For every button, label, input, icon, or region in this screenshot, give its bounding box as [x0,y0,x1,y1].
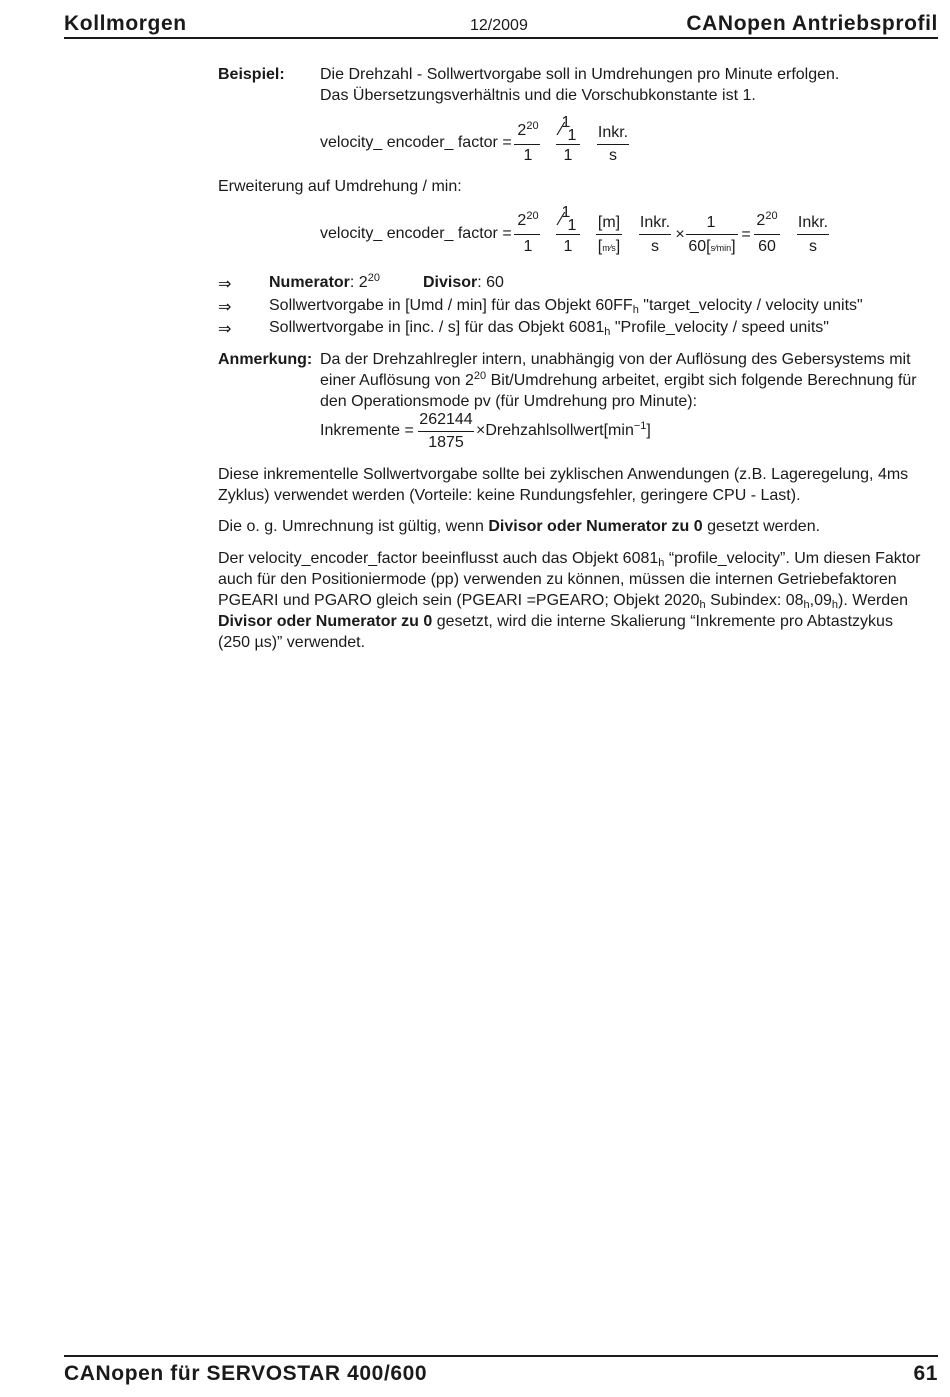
example-line-2: Das Übersetzungsverhältnis und die Vorschubkonstante ist 1. [320,87,756,104]
para-3-line-3: PGEARI und PGARO gleich sein (PGEARI =PGEARO; Objekt $2020_h$ Subindex: $08_h,09_h$). Werden [218,592,908,611]
para-3-line-1: Der velocity_encoder_factor beeinflusst auch das Objekt $6081_h$ “profile_velocity”. Um diesen Faktor [218,550,921,569]
bullet-3: Sollwertvorgabe in [inc. / s] für das Objekt $6081_h$ "Profile_velocity / speed units" [269,319,829,338]
formula-2-f7-num: Inkr. [797,214,829,231]
formula-2-f1-num: $2^{20}$ [517,210,539,229]
extension-label: Erweiterung auf Umdrehung / min: [218,178,462,195]
formula-2-f2-top: 1 [561,204,571,221]
formula-1-f2-slash: ⁄ [560,119,564,139]
formula-2-f6-bar [754,234,780,235]
formula-1-f3-den: s [609,147,617,164]
formula-2-f2-bar [556,234,580,235]
formula-1-f2-bot: 1 [567,127,577,144]
formula-2-f3-bar [596,234,622,235]
header-title: CANopen Antriebsprofil [686,12,938,35]
formula-2-f1-bar [514,234,540,235]
arrow-icon: ⇒ [218,299,232,316]
formula-1-lhs: velocity_ encoder_ factor = [320,134,512,151]
formula-2-f2-slash: ⁄ [560,209,564,229]
formula-1-f3-bar [597,144,629,145]
header-rule [64,37,938,39]
formula-1-f2-bar [556,144,580,145]
formula-2-f1-den: 1 [523,238,533,255]
formula-1-f3-num: Inkr. [597,124,629,141]
formula-2-f4-num: Inkr. [639,214,671,231]
formula-2-f5-num: 1 [706,214,716,231]
footer-title: CANopen für SERVOSTAR 400/600 [64,1362,428,1385]
bullet-1-divisor: Divisor: 60 [423,274,504,291]
header-date: 12/2009 [470,17,528,34]
formula-1-f1-bar [514,144,540,145]
bullet-2: Sollwertvorgabe in [Umd / min] für das Objekt $60FF_h$ "target_velocity / velocity units" [269,297,863,316]
formula-2-f6-den: 60 [758,238,776,255]
para-1-line-1: Diese inkrementelle Sollwertvorgabe sollte bei zyklischen Anwendungen (z.B. Lageregelung, 4ms [218,466,909,483]
formula-2-f3-den: [m⁄s] [597,238,621,255]
formula-2-f5-den: 60[s⁄min] [688,238,736,255]
formula-1-f2-top: 1 [561,114,571,131]
para-2: Die o. g. Umrechnung ist gültig, wenn Divisor oder Numerator zu 0 gesetzt werden. [218,518,821,535]
note-formula-num: 262144 [419,411,473,428]
para-3-line-5: (250 µs)” verwendet. [218,634,366,651]
formula-1-f1-num: $2^{20}$ [517,120,539,139]
formula-2-f4-bar [639,234,671,235]
note-formula-den: 1875 [428,434,464,451]
note-line-3: den Operationsmode pv (für Umdrehung pro Minute): [320,393,698,410]
formula-2-f4-den: s [651,238,659,255]
formula-2-f7-den: s [809,238,817,255]
example-label: Beispiel: [218,66,285,83]
formula-2-times: × [675,226,685,243]
formula-2-f6-num: $2^{20}$ [756,210,778,229]
formula-1-f1-den: 1 [523,147,533,164]
arrow-icon: ⇒ [218,321,232,338]
footer-rule [64,1355,938,1357]
header-brand: Kollmorgen [64,12,187,35]
formula-2-f5-bar [686,234,738,235]
para-3-line-2: auch für den Positioniermode (pp) verwenden zu können, müssen die internen Getriebefaktoren [218,571,897,588]
formula-1-f2-den: 1 [563,147,573,164]
para-1-line-2: Zyklus) verwendet werden (Vorteile: keine Rundungsfehler, geringere CPU - Last). [218,487,801,504]
formula-2-f2-bot: 1 [567,217,577,234]
note-line-1: Da der Drehzahlregler intern, unabhängig von der Auflösung des Gebersystems mit [320,351,911,368]
note-label: Anmerkung: [218,351,313,368]
example-line-1: Die Drehzahl - Sollwertvorgabe soll in Umdrehungen pro Minute erfolgen. [320,66,840,83]
para-3-line-4: Divisor oder Numerator zu 0 gesetzt, wird die interne Skalierung “Inkremente pro Abtastzykus [218,613,893,630]
formula-2-f3-num: [m] [597,214,621,231]
formula-2-lhs: velocity_ encoder_ factor = [320,225,512,242]
bullet-1: Numerator: $2^{20}$ [269,272,380,291]
note-formula-bar [418,431,474,432]
arrow-icon: ⇒ [218,276,232,293]
formula-2-equals: = [741,226,751,243]
note-formula-rhs: $\times Drehzahlsollwert[\min^{-1}]$ [476,420,651,439]
formula-2-f7-bar [797,234,829,235]
note-line-2: einer Auflösung von $2^{20}$ Bit/Umdrehung arbeitet, ergibt sich folgende Berechnung für [320,370,917,389]
note-formula-lhs: Inkremente = [320,422,414,439]
formula-2-f2-den: 1 [563,238,573,255]
page-number: 61 [913,1362,938,1385]
